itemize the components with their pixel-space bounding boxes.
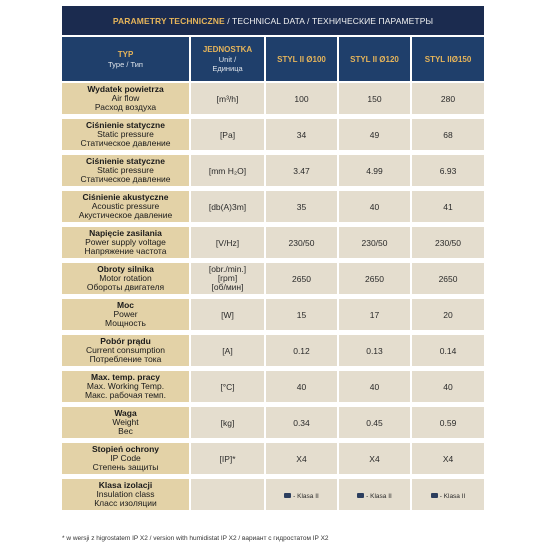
parameter-name-pl: Waga <box>114 408 137 418</box>
parameter-name-ru: Статическое давление <box>80 138 171 148</box>
table-row <box>62 191 484 227</box>
parameter-name-pl: Ciśnienie statyczne <box>86 156 165 166</box>
insulation-class-label: - Klasa II <box>366 492 392 500</box>
parameter-name-pl: Max. temp. pracy <box>91 372 160 382</box>
value-cell: 49 <box>339 119 412 155</box>
value-cell <box>339 479 412 515</box>
value-cell: 280 <box>412 83 484 119</box>
unit-cell: [kg] <box>191 407 266 443</box>
data-rows <box>62 83 484 515</box>
table-row <box>62 227 484 263</box>
title-sep-2: / <box>304 15 312 26</box>
parameter-name-ru: Статическое давление <box>80 174 171 184</box>
title-ru: ТЕХНИЧЕСКИЕ ПАРАМЕТРЫ <box>311 15 434 26</box>
insulation-class-label: - Klasa II <box>439 492 466 500</box>
insulation-class-value <box>357 493 392 500</box>
parameter-cell <box>62 299 191 335</box>
technical-data-table <box>62 6 484 515</box>
parameter-name-ru: Мощность <box>105 318 146 328</box>
parameter-name-pl: Moc <box>117 300 134 310</box>
parameter-name-pl: Obroty silnika <box>97 264 154 274</box>
value-cell: 0.13 <box>339 335 412 371</box>
parameter-name-ru: Потребление тока <box>89 354 162 364</box>
value-cell: X4 <box>412 443 484 479</box>
parameter-cell <box>62 479 191 515</box>
unit-cell: [W] <box>191 299 266 335</box>
table-row <box>62 443 484 479</box>
unit-cell: [A] <box>191 335 266 371</box>
unit-cell: [IP]* <box>191 443 266 479</box>
table-row <box>62 119 484 155</box>
unit-cell: [mm H₂O] <box>191 155 266 191</box>
unit-line: [rpm] <box>217 273 238 283</box>
value-cell: 35 <box>266 191 339 227</box>
table-row <box>62 335 484 371</box>
table-title <box>62 6 484 37</box>
type-column-header <box>62 37 191 83</box>
value-cell: 0.12 <box>266 335 339 371</box>
value-cell: 0.14 <box>412 335 484 371</box>
unit-header-pl: JEDNOSTKA <box>202 45 253 54</box>
value-cell <box>412 479 484 515</box>
parameter-name-en: Power supply voltage <box>85 237 166 247</box>
parameter-name-ru: Класс изоляции <box>94 498 157 508</box>
parameter-cell <box>62 227 191 263</box>
parameter-name-en: Static pressure <box>97 129 154 139</box>
parameter-name-pl: Pobór prądu <box>100 336 151 346</box>
value-cell: X4 <box>339 443 412 479</box>
unit-cell: [°C] <box>191 371 266 407</box>
model-column-header: STYL II Ø100 <box>266 37 339 83</box>
unit-cell: [m³/h] <box>191 83 266 119</box>
parameter-name-pl: Stopień ochrony <box>91 444 160 454</box>
parameter-cell <box>62 443 191 479</box>
value-cell: 15 <box>266 299 339 335</box>
value-cell: 2650 <box>412 263 484 299</box>
value-cell: 150 <box>339 83 412 119</box>
value-cell: 6.93 <box>412 155 484 191</box>
unit-cell: [Pa] <box>191 119 266 155</box>
title-sep-1: / <box>224 15 233 26</box>
type-header-sub: Type / Тип <box>107 59 143 69</box>
model-column-header: STYL II Ø120 <box>339 37 412 83</box>
technical-data-sheet <box>62 6 484 515</box>
type-header-pl: TYP <box>117 49 134 59</box>
parameter-name-ru: Расход воздуха <box>94 102 157 112</box>
parameter-name-pl: Ciśnienie statyczne <box>86 120 165 130</box>
unit-cell: [db(A)3m] <box>191 191 266 227</box>
unit-cell <box>191 263 266 299</box>
parameter-name-en: Motor rotation <box>99 273 152 283</box>
value-cell: 40 <box>412 371 484 407</box>
value-cell: 17 <box>339 299 412 335</box>
parameter-name-en: Insulation class <box>96 489 155 499</box>
value-cell: 68 <box>412 119 484 155</box>
parameter-name-en: Max. Working Temp. <box>86 381 165 391</box>
parameter-name-en: Power <box>113 309 138 319</box>
parameter-cell <box>62 263 191 299</box>
unit-cell <box>191 479 266 515</box>
parameter-name-ru: Акустическое давление <box>78 210 173 220</box>
column-header-row <box>62 37 484 83</box>
table-row <box>62 407 484 443</box>
parameter-name-pl: Wydatek powietrza <box>87 84 164 94</box>
parameter-name-ru: Макс. рабочая темп. <box>84 390 166 400</box>
parameter-name-pl: Napięcie zasilania <box>89 228 162 238</box>
value-cell: 0.34 <box>266 407 339 443</box>
unit-header-ru: Единица <box>212 64 243 73</box>
value-cell: 100 <box>266 83 339 119</box>
parameter-name-ru: Вес <box>118 426 133 436</box>
value-cell: 3.47 <box>266 155 339 191</box>
table-row <box>62 83 484 119</box>
value-cell: 20 <box>412 299 484 335</box>
value-cell: 0.45 <box>339 407 412 443</box>
parameter-name-en: Air flow <box>111 93 140 103</box>
parameter-name-ru: Напряжение частота <box>84 246 167 256</box>
parameter-name-en: Weight <box>112 417 139 427</box>
parameter-name-pl: Ciśnienie akustyczne <box>82 192 169 202</box>
value-cell: 2650 <box>266 263 339 299</box>
parameter-cell <box>62 335 191 371</box>
title-pl: PARAMETRY TECHNICZNE <box>112 15 225 26</box>
insulation-class-label: - Klasa II <box>293 492 319 500</box>
value-cell: 4.99 <box>339 155 412 191</box>
insulation-class-value <box>431 493 466 500</box>
value-cell <box>266 479 339 515</box>
model-column-header: STYL IIØ150 <box>412 37 484 83</box>
table-row <box>62 479 484 515</box>
parameter-cell <box>62 191 191 227</box>
value-cell: 40 <box>339 191 412 227</box>
parameter-name-ru: Степень защиты <box>92 462 159 472</box>
insulation-class-value <box>284 493 319 500</box>
class-ii-insulation-icon <box>431 493 438 498</box>
parameter-cell <box>62 83 191 119</box>
unit-line: [obr./min.] <box>208 264 247 274</box>
title-en: TECHNICAL DATA <box>232 15 305 26</box>
value-cell: 34 <box>266 119 339 155</box>
value-cell: 2650 <box>339 263 412 299</box>
parameter-name-pl: Klasa izolacji <box>98 480 153 490</box>
parameter-name-en: Static pressure <box>97 165 154 175</box>
parameter-name-en: Current consumption <box>86 345 165 355</box>
value-cell: X4 <box>266 443 339 479</box>
parameter-cell <box>62 119 191 155</box>
value-cell: 40 <box>339 371 412 407</box>
unit-cell: [V/Hz] <box>191 227 266 263</box>
value-cell: 41 <box>412 191 484 227</box>
unit-header-en: Unit / <box>218 55 237 64</box>
parameter-name-en: Acoustic pressure <box>91 201 160 211</box>
footnote: * w wersji z higrostatem IP X2 / version with humidistat IP X2 / вариант с гидростатом IP X2 <box>62 535 329 542</box>
value-cell: 230/50 <box>412 227 484 263</box>
unit-column-header <box>191 37 266 83</box>
value-cell: 230/50 <box>266 227 339 263</box>
class-ii-insulation-icon <box>357 493 364 498</box>
table-row <box>62 263 484 299</box>
parameter-cell <box>62 407 191 443</box>
unit-line: [об/мин] <box>211 282 244 292</box>
parameter-cell <box>62 155 191 191</box>
parameter-name-ru: Обороты двигателя <box>86 282 165 292</box>
table-row <box>62 155 484 191</box>
table-row <box>62 299 484 335</box>
value-cell: 0.59 <box>412 407 484 443</box>
parameter-cell <box>62 371 191 407</box>
table-row <box>62 371 484 407</box>
parameter-name-en: IP Code <box>110 453 141 463</box>
value-cell: 230/50 <box>339 227 412 263</box>
class-ii-insulation-icon <box>284 493 291 498</box>
value-cell: 40 <box>266 371 339 407</box>
